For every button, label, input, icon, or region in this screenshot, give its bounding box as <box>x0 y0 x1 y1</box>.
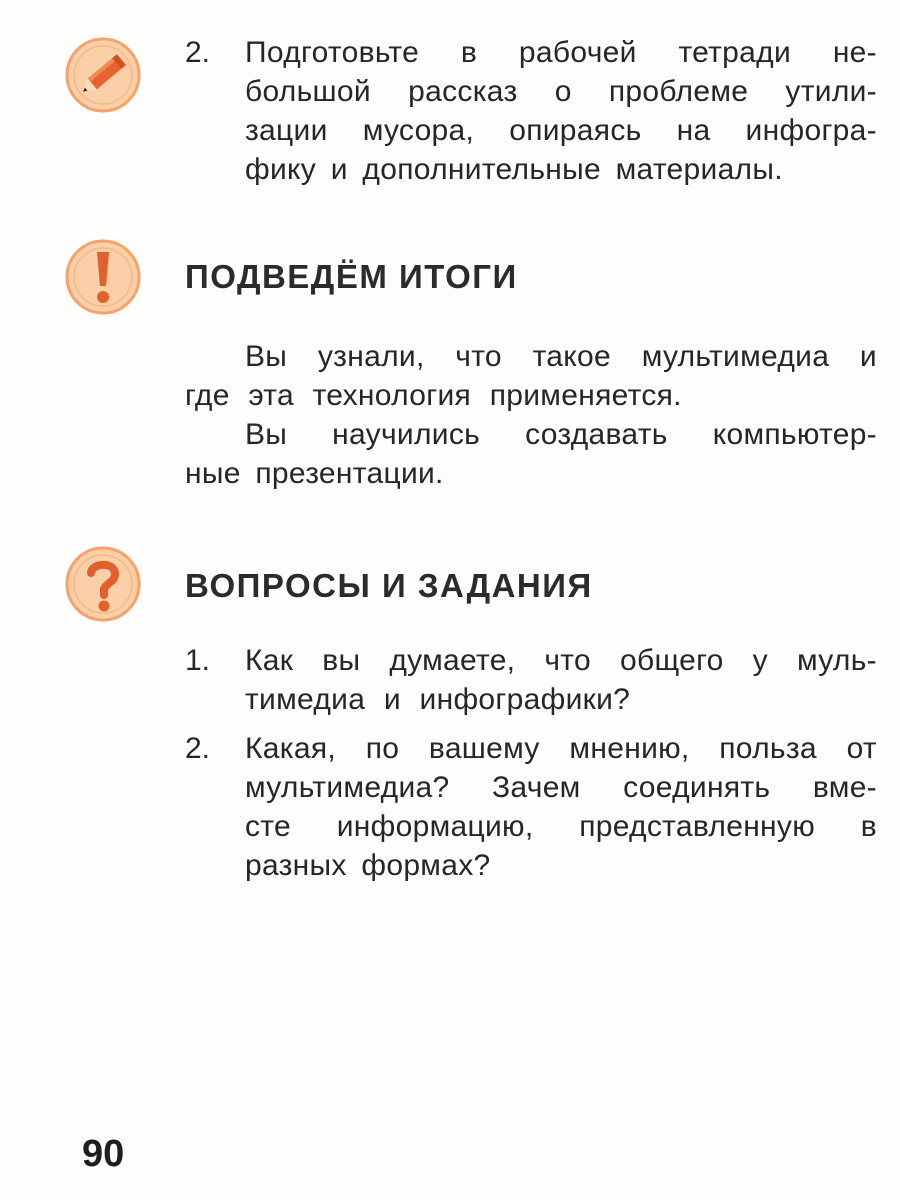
word: мнению, <box>569 732 690 765</box>
word: представленную <box>579 810 816 843</box>
word: такое <box>532 340 612 373</box>
task-text-line <box>245 73 877 111</box>
question-text-line: тимедиа и инфографики? <box>245 683 631 716</box>
word: тетради <box>678 36 792 69</box>
word: и <box>859 340 877 373</box>
summary-text-line <box>245 338 877 376</box>
word: большой <box>245 75 371 108</box>
task-text-line: фику и дополнительные материалы. <box>245 153 783 186</box>
word: утили- <box>785 75 877 108</box>
question-number: 2. <box>185 732 211 765</box>
word: что <box>455 340 502 373</box>
page-number: 90 <box>82 1133 125 1175</box>
word: Подготовьте <box>245 36 420 69</box>
word: от <box>846 732 877 765</box>
task-text-line <box>245 112 877 150</box>
word: в <box>460 36 478 69</box>
question-text-line <box>245 808 877 846</box>
question-text-line <box>245 730 877 768</box>
section-heading-summary: ПОДВЕДЁМ ИТОГИ <box>185 258 518 295</box>
question-text-line <box>245 642 877 680</box>
word: информацию, <box>336 810 534 843</box>
exclamation-icon <box>64 238 142 316</box>
task-number: 2. <box>185 36 211 69</box>
word: Зачем <box>492 771 581 804</box>
word: рабочей <box>518 36 637 69</box>
word: проблеме <box>608 75 749 108</box>
word: мультимедиа? <box>245 771 450 804</box>
pencil-icon <box>64 36 142 114</box>
summary-text-line: ные презентации. <box>185 457 444 490</box>
word: что <box>544 644 591 677</box>
word: сте <box>245 810 291 843</box>
word: по <box>365 732 400 765</box>
word: Вы <box>245 418 288 451</box>
word: узнали, <box>317 340 425 373</box>
word: соединять <box>623 771 771 804</box>
word: Какая, <box>245 732 337 765</box>
summary-text-line: где эта технология применяется. <box>185 379 682 412</box>
word: мультимедиа <box>641 340 830 373</box>
word: инфогра- <box>745 114 877 147</box>
word: общего <box>619 644 724 677</box>
word: вы <box>322 644 361 677</box>
word: Вы <box>245 340 288 373</box>
question-text-line: разных формах? <box>245 849 491 882</box>
word: не- <box>832 36 877 69</box>
word: вме- <box>812 771 877 804</box>
word: о <box>554 75 572 108</box>
word: муль- <box>797 644 877 677</box>
word: вашему <box>428 732 540 765</box>
word: у <box>752 644 768 677</box>
word: рассказ <box>408 75 518 108</box>
word: думаете, <box>389 644 516 677</box>
word: компьютер- <box>712 418 877 451</box>
word: зации <box>245 114 328 147</box>
question-icon <box>64 545 142 623</box>
word: опираясь <box>509 114 642 147</box>
section-heading-questions: ВОПРОСЫ И ЗАДАНИЯ <box>185 567 593 604</box>
word: мусора, <box>362 114 475 147</box>
question-number: 1. <box>185 644 211 677</box>
word: на <box>676 114 711 147</box>
summary-text-line <box>245 416 877 454</box>
word: польза <box>719 732 817 765</box>
word: в <box>860 810 877 843</box>
word: научились <box>332 418 481 451</box>
word: Как <box>245 644 294 677</box>
task-text-line <box>245 34 877 72</box>
question-text-line <box>245 769 877 807</box>
word: создавать <box>525 418 668 451</box>
